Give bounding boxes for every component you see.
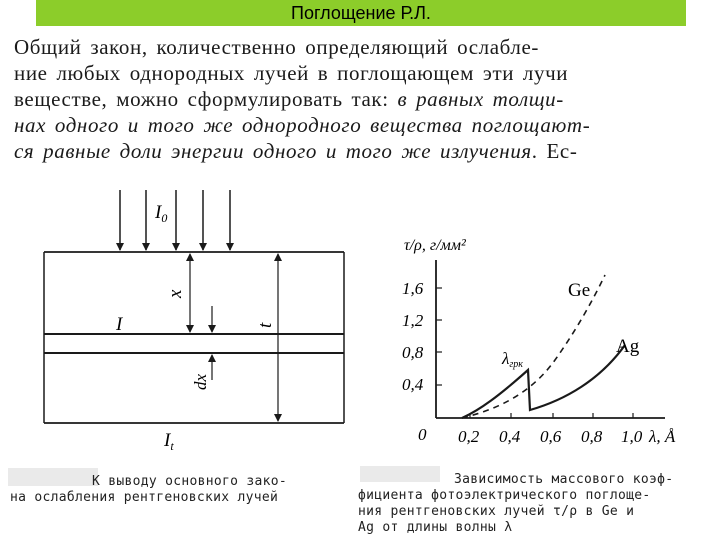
paragraph-text: веществе, можно сформулировать так: [14,87,398,111]
x-tick-label: 0,6 [540,427,562,446]
ag-series-label: Ag [616,336,640,357]
x-tick-label: 0,2 [458,427,480,446]
ge-series-label: Ge [568,280,591,301]
right-figure-caption [358,472,673,536]
ag-curve [462,345,625,418]
caption-line: ния рентгеновских лучей τ/ρ в Ge и [358,504,635,519]
origin-label: 0 [418,425,427,444]
y-axis-label: τ/ρ, г/мм² [404,237,466,254]
paragraph-line: ние любых однородных лучей в поглощающем эти лучи [14,61,569,85]
law-statement: нах одного и того же однородного вещества поглощают- [14,113,591,137]
left-figure-caption [10,474,287,506]
y-tick-label: 1,2 [402,311,424,330]
caption-line: Ag от длины волны λ [358,520,513,535]
x-label: x [165,289,186,298]
x-tick-label: 1,0 [621,427,643,446]
law-statement: в равных толщи- [397,87,564,111]
x-tick-label: 0,8 [581,427,603,446]
slide-title: Поглощение Р.Л. [291,2,431,23]
caption-line: на ослабления рентгеновских лучей [10,490,279,505]
transmitted-intensity-label: $I_t$ [164,430,174,453]
law-statement: ся равные доли энергии одного и того же излучения [14,139,532,163]
x-axis-label: λ, Å [649,427,676,446]
layer-intensity-label: I [116,314,123,335]
t-label: t [255,322,276,328]
y-tick-label: 1,6 [402,279,424,298]
paragraph-line: Общий закон, количественно определяющий ослабле- [14,35,539,59]
absorption-edge-label: λгрк [502,349,523,370]
paragraph-text: . Ес- [531,139,578,163]
dx-label: dx [191,373,210,390]
x-tick-label: 0,4 [499,427,521,446]
caption-line: К выводу основного зако- [92,474,288,489]
incident-intensity-label: $I_0$ [155,202,168,225]
y-tick-label: 0,4 [402,375,424,394]
caption-line: фициента фотоэлектрического поглоще- [358,488,651,503]
caption-line: Зависимость массового коэф- [454,472,674,487]
y-tick-label: 0,8 [402,343,424,362]
